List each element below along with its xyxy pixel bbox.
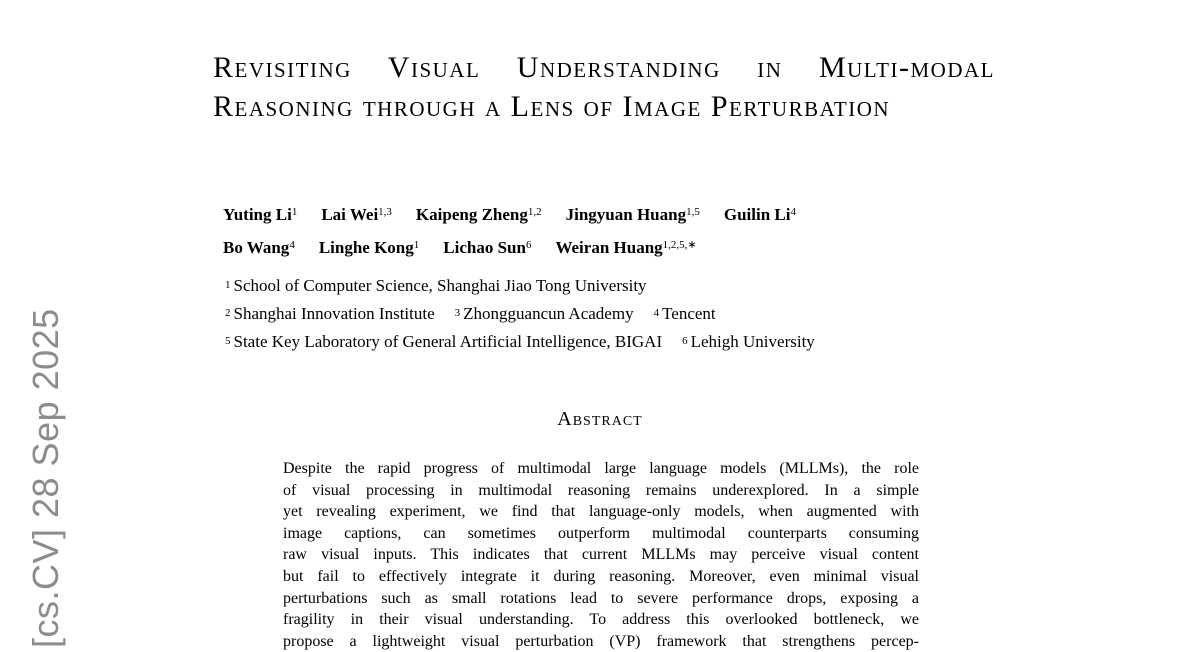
abstract-line: of visual processing in multimodal reasoning remains underexplored. In a simple xyxy=(283,481,919,499)
affiliation-text: School of Computer Science, Shanghai Jiao Tong University xyxy=(233,276,647,295)
author-name xyxy=(555,238,696,257)
author-affiliation-marker: 1 xyxy=(413,239,420,251)
author-name-text: Bo Wang xyxy=(223,238,290,257)
author-name-text: Weiran Huang xyxy=(555,238,663,257)
affiliation-row xyxy=(225,300,985,328)
author-name xyxy=(443,238,531,257)
abstract-line: fragility in their visual understanding. To address this overlooked bottleneck, we xyxy=(283,611,919,629)
abstract-heading: Abstract xyxy=(557,408,643,430)
abstract-line: perturbations such as small rotations lead to severe performance drops, exposing a xyxy=(283,589,919,607)
affiliation xyxy=(225,276,647,295)
abstract-line: propose a lightweight visual perturbation (VP) framework that strengthens percep- xyxy=(283,632,919,650)
author-name-text: Lai Wei xyxy=(321,205,379,224)
affiliation-text: Lehigh University xyxy=(690,332,815,351)
affiliation-row xyxy=(225,328,985,356)
abstract-line: but fail to effectively integrate it during reasoning. Moreover, even minimal visual xyxy=(283,567,919,585)
paper-title: Revisiting Visual Understanding in Multi-modal Reasoning through a Lens of Image Perturbation xyxy=(213,51,995,123)
affiliation-row xyxy=(225,272,985,300)
author-name xyxy=(724,205,796,224)
abstract-line: yet revealing experiment, we find that language-only models, when augmented with xyxy=(283,503,919,521)
author-row xyxy=(223,198,983,231)
author-name xyxy=(223,238,295,257)
affiliation-marker: 1 xyxy=(225,279,231,291)
author-list xyxy=(223,198,983,264)
affiliation-marker: 6 xyxy=(682,335,688,347)
author-name-text: Linghe Kong xyxy=(318,238,414,257)
author-name-text: Lichao Sun xyxy=(443,238,526,257)
abstract-line: Despite the rapid progress of multimodal large language models (MLLMs), the role xyxy=(283,460,919,477)
author-name xyxy=(566,205,700,224)
author-row xyxy=(223,231,983,264)
affiliation-marker: 3 xyxy=(454,307,461,319)
author-affiliation-marker: 6 xyxy=(525,239,532,251)
affiliation-marker: 2 xyxy=(225,307,231,319)
affiliation xyxy=(654,304,716,323)
author-name-text: Guilin Li xyxy=(723,205,791,224)
author-affiliation-marker: 1 xyxy=(291,206,298,218)
affiliation xyxy=(225,332,662,351)
author-affiliation-marker: 1,3 xyxy=(378,206,392,218)
affiliation-text: Shanghai Innovation Institute xyxy=(233,304,435,323)
affiliation-list xyxy=(225,272,985,356)
author-name xyxy=(321,205,392,224)
author-name-text: Yuting Li xyxy=(223,205,292,224)
abstract-body xyxy=(283,458,919,652)
abstract-line: raw visual inputs. This indicates that current MLLMs may perceive visual content xyxy=(283,546,919,564)
abstract-line: image captions, can sometimes outperform multimodal counterparts consuming xyxy=(283,524,919,542)
affiliation xyxy=(225,304,435,323)
arxiv-identifier-stamp: [cs.CV] 28 Sep 2025 xyxy=(25,308,66,648)
affiliation xyxy=(455,304,634,323)
author-name-text: Kaipeng Zheng xyxy=(415,205,528,224)
author-name xyxy=(416,205,542,224)
author-affiliation-marker: 1,2,5,∗ xyxy=(662,239,697,251)
affiliation-text: State Key Laboratory of General Artificial Intelligence, BIGAI xyxy=(233,332,663,351)
affiliation xyxy=(682,332,815,351)
affiliation-text: Tencent xyxy=(662,304,716,323)
author-affiliation-marker: 1,5 xyxy=(686,206,700,218)
author-affiliation-marker: 4 xyxy=(289,239,295,251)
affiliation-marker: 5 xyxy=(225,335,231,347)
author-affiliation-marker: 1,2 xyxy=(527,206,542,218)
affiliation-text: Zhongguancun Academy xyxy=(463,304,634,323)
author-name xyxy=(223,205,297,224)
author-name xyxy=(319,238,419,257)
author-affiliation-marker: 4 xyxy=(790,206,796,218)
affiliation-marker: 4 xyxy=(653,307,660,319)
author-name-text: Jingyuan Huang xyxy=(565,205,687,224)
